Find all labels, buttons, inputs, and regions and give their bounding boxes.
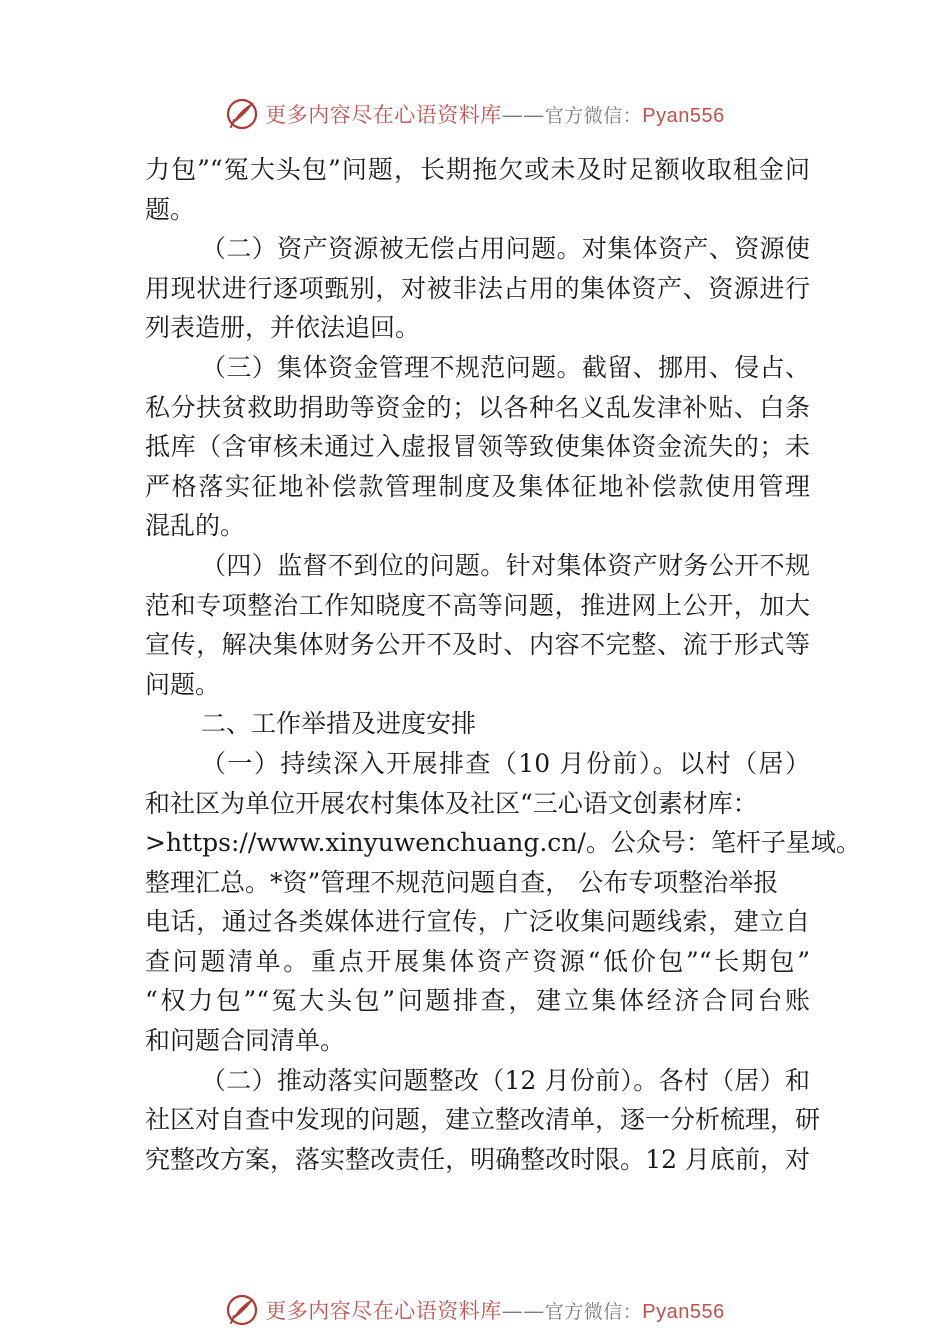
text-line: 混乱的。 [145, 511, 246, 541]
header-banner [0, 92, 950, 136]
text-line: 私分扶贫救助捐助等资金的；以各种名义乱发津补贴、白条 [145, 392, 810, 422]
text-line: 社区对自查中发现的问题，建立整改清单，逐一分析梳理，研 [145, 1105, 821, 1135]
text-line: （二）推动落实问题整改（12 月份前）。各村（居）和 [201, 1065, 810, 1095]
banner-wechat-label: 官方微信： [544, 1301, 643, 1323]
text-line: 究整改方案，落实整改责任，明确整改时限。12 月底前，对 [145, 1144, 810, 1174]
text-line: 范和专项整治工作知晓度不高等问题，推进网上公开，加大 [145, 590, 810, 620]
text-line: 电话，通过各类媒体进行宣传，广泛收集问题线索，建立自 [145, 907, 810, 937]
text-line: 整理汇总。*资”管理不规范问题自查， 公布专项整治举报 [145, 867, 779, 897]
quill-logo-icon [225, 97, 259, 131]
text-line: （三）集体资金管理不规范问题。截留、挪用、侵占、 [201, 352, 810, 382]
text-line: 力包”“冤大头包”问题，长期拖欠或未及时足额收取租金问 [145, 155, 810, 184]
banner-dash: —— [501, 103, 545, 127]
text-line: （四）监督不到位的问题。针对集体资产财务公开不规 [201, 550, 810, 580]
banner-text [265, 1295, 724, 1325]
text-line: “权力包”“冤大头包”问题排查，建立集体经济合同台账 [145, 986, 810, 1016]
banner-text [265, 99, 724, 129]
text-line: 严格落实征地补偿款管理制度及集体征地补偿款使用管理 [145, 471, 810, 501]
text-line: （二）资产资源被无偿占用问题。对集体资产、资源使 [201, 234, 810, 264]
quill-logo-icon [225, 1293, 259, 1327]
text-line: 和社区为单位开展农村集体及社区“三心语文创素材库： [145, 788, 758, 818]
text-line: 列表造册，并依法追回。 [145, 313, 421, 343]
text-line: 问题。 [145, 669, 221, 699]
section-heading: 二、工作举措及进度安排 [201, 709, 477, 739]
text-line: 抵库（含审核未通过入虚报冒领等致使集体资金流失的；未 [145, 432, 810, 462]
banner-dash: —— [501, 1299, 545, 1323]
text-line: 宣传，解决集体财务公开不及时、内容不完整、流于形式等 [145, 630, 810, 660]
banner-wechat-id: Pyan556 [642, 1301, 725, 1323]
footer-banner [0, 1288, 950, 1332]
text-line: 用现状进行逐项甄别，对被非法占用的集体资产、资源进行 [145, 273, 810, 303]
text-line: 和问题合同清单。 [145, 1026, 346, 1056]
text-line: （一）持续深入开展排查（10 月份前）。以村（居） [201, 748, 810, 778]
banner-wechat-label: 官方微信： [544, 105, 643, 127]
text-line: 题。 [145, 194, 196, 224]
document-body [145, 150, 861, 1179]
banner-main: 更多内容尽在心语资料库 [265, 1299, 502, 1323]
url-line: >https://www.xinyuwenchuang.cn/。公众号：笔杆子星域。 [145, 828, 861, 858]
text-line: 查问题清单。重点开展集体资产资源“低价包”“长期包” [145, 946, 811, 976]
banner-wechat-id: Pyan556 [642, 105, 725, 127]
banner-main: 更多内容尽在心语资料库 [265, 103, 502, 127]
